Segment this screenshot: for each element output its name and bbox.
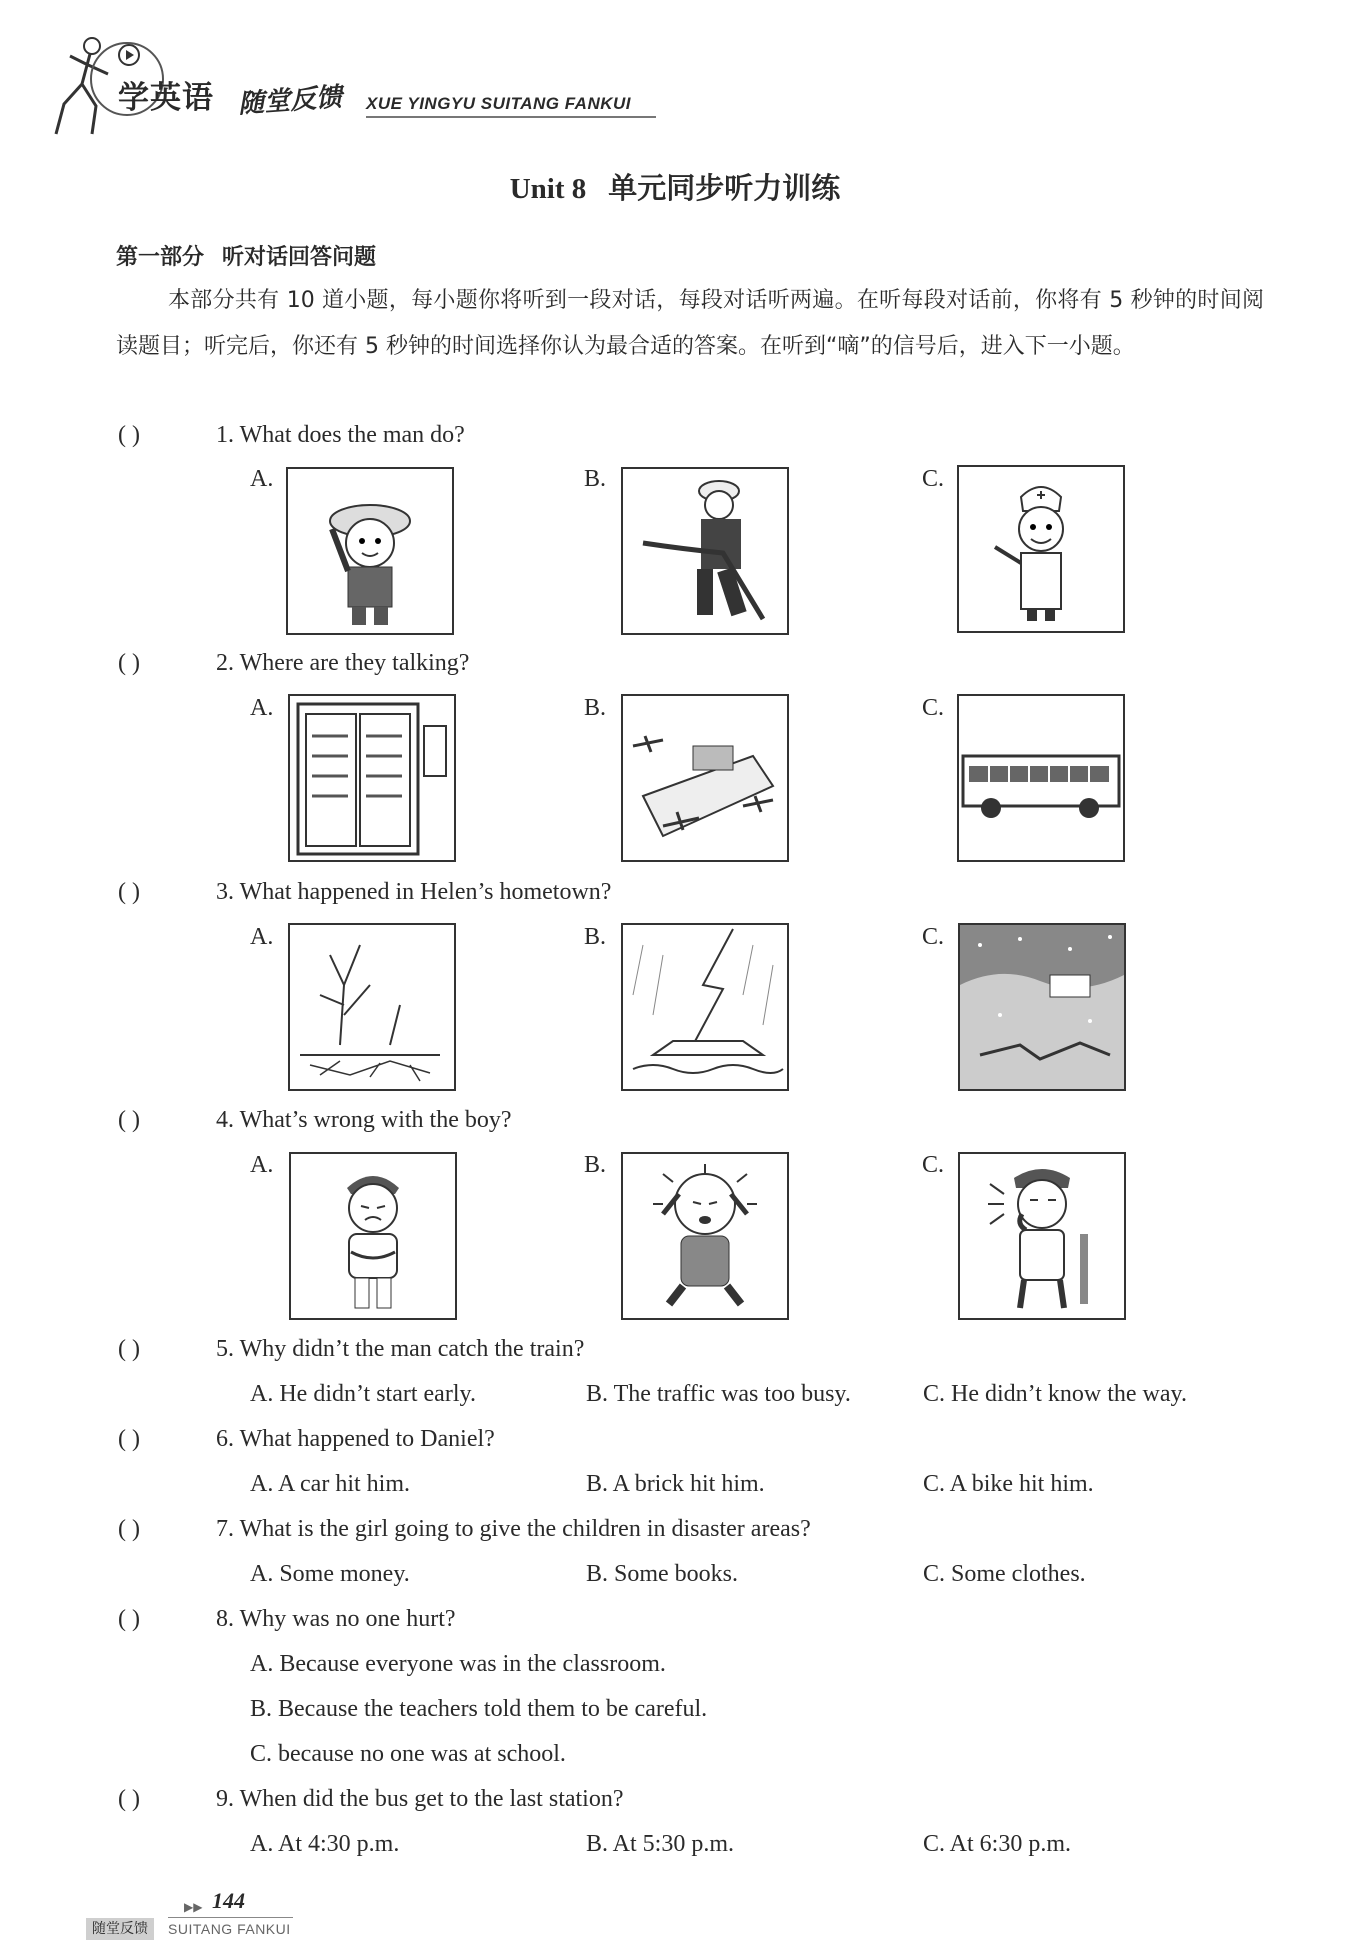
option-b[interactable]: B. Because the teachers told them to be careful. bbox=[250, 1696, 708, 1722]
option-c-label: C. bbox=[922, 466, 945, 492]
question-number: 5. bbox=[216, 1336, 234, 1362]
option-a[interactable]: A. Because everyone was in the classroom. bbox=[250, 1651, 666, 1677]
question-number: 6. bbox=[216, 1426, 234, 1452]
policeman-image[interactable] bbox=[286, 467, 454, 635]
question-number: 4. bbox=[216, 1107, 234, 1133]
flood-image[interactable] bbox=[621, 923, 789, 1091]
option-c[interactable]: C. At 6:30 p.m. bbox=[923, 1831, 1072, 1857]
headache-image[interactable] bbox=[621, 1152, 789, 1320]
section-name: 听对话回答问题 bbox=[222, 245, 377, 270]
toothache-image[interactable] bbox=[958, 1152, 1126, 1320]
answer-paren[interactable]: ( ) bbox=[118, 879, 140, 905]
option-c[interactable]: C. Some clothes. bbox=[923, 1561, 1086, 1587]
title-cn: 单元同步听力训练 bbox=[608, 171, 841, 205]
header-cn-subtitle: 随堂反馈 bbox=[237, 82, 344, 120]
option-a[interactable]: A. At 4:30 p.m. bbox=[250, 1831, 400, 1857]
option-a[interactable]: A. He didn’t start early. bbox=[250, 1381, 476, 1407]
arrow-icon: ▶▶ bbox=[184, 1900, 203, 1914]
page-number: 144 bbox=[212, 1888, 245, 1913]
option-a-label: A. bbox=[250, 466, 274, 492]
option-b-label: B. bbox=[584, 466, 607, 492]
play-icon bbox=[118, 44, 140, 66]
option-b-label: B. bbox=[584, 924, 607, 950]
answer-paren[interactable]: ( ) bbox=[118, 1426, 140, 1452]
question-text: What is the girl going to give the children in disaster areas? bbox=[239, 1516, 811, 1542]
question-text: What happened to Daniel? bbox=[239, 1426, 495, 1452]
answer-paren[interactable]: ( ) bbox=[118, 1107, 140, 1133]
footer-en: SUITANG FANKUI bbox=[168, 1921, 291, 1937]
doctor-image[interactable] bbox=[957, 465, 1125, 633]
question-number: 7. bbox=[216, 1516, 234, 1542]
question-number: 2. bbox=[216, 650, 234, 676]
question-text: What does the man do? bbox=[239, 422, 465, 448]
question-number: 9. bbox=[216, 1786, 234, 1812]
option-b[interactable]: B. The traffic was too busy. bbox=[586, 1381, 851, 1407]
page-title bbox=[0, 166, 1350, 207]
option-c[interactable]: C. because no one was at school. bbox=[250, 1741, 566, 1767]
option-c-label: C. bbox=[922, 924, 945, 950]
answer-paren[interactable]: ( ) bbox=[118, 650, 140, 676]
question-text: Where are they talking? bbox=[239, 650, 470, 676]
option-a[interactable]: A. A car hit him. bbox=[250, 1471, 410, 1497]
answer-paren[interactable]: ( ) bbox=[118, 1336, 140, 1362]
section-intro: 本部分共有 10 道小题，每小题你将听到一段对话，每段对话听两遍。在听每段对话前，你将有 5 秒钟的时间阅读题目；听完后，你还有 5 秒钟的时间选择你认为最合适的答案。在听到“嘀”的信号后，进入下一小题。 bbox=[116, 288, 1264, 359]
firefighter-image[interactable] bbox=[621, 467, 789, 635]
option-b-label: B. bbox=[584, 1152, 607, 1178]
question-text: What happened in Helen’s hometown? bbox=[239, 879, 612, 905]
option-b[interactable]: B. A brick hit him. bbox=[586, 1471, 765, 1497]
option-a-label: A. bbox=[250, 1152, 274, 1178]
bus-image[interactable] bbox=[957, 694, 1125, 862]
answer-paren[interactable]: ( ) bbox=[118, 422, 140, 448]
question-text: Why was no one hurt? bbox=[239, 1606, 456, 1632]
footer-divider bbox=[168, 1917, 293, 1918]
question-text: What’s wrong with the boy? bbox=[239, 1107, 512, 1133]
section-heading bbox=[116, 240, 376, 271]
question-number: 1. bbox=[216, 422, 234, 448]
footer-tag: 随堂反馈 bbox=[86, 1918, 154, 1940]
header-cn-title: 学英语 bbox=[118, 80, 214, 116]
option-a-label: A. bbox=[250, 924, 274, 950]
option-c[interactable]: C. A bike hit him. bbox=[923, 1471, 1094, 1497]
snowstorm-image[interactable] bbox=[958, 923, 1126, 1091]
question-number: 8. bbox=[216, 1606, 234, 1632]
option-b-label: B. bbox=[584, 695, 607, 721]
header-en-title: XUE YINGYU SUITANG FANKUI bbox=[366, 94, 632, 113]
unit-label: Unit 8 bbox=[509, 173, 587, 205]
option-b[interactable]: B. At 5:30 p.m. bbox=[586, 1831, 735, 1857]
answer-paren[interactable]: ( ) bbox=[118, 1606, 140, 1632]
section-label: 第一部分 bbox=[116, 245, 205, 270]
library-image[interactable] bbox=[288, 694, 456, 862]
header-underline bbox=[366, 116, 656, 118]
airport-image[interactable] bbox=[621, 694, 789, 862]
option-c-label: C. bbox=[922, 695, 945, 721]
answer-paren[interactable]: ( ) bbox=[118, 1786, 140, 1812]
question-text: Why didn’t the man catch the train? bbox=[239, 1336, 585, 1362]
question-text: When did the bus get to the last station? bbox=[239, 1786, 624, 1812]
option-c[interactable]: C. He didn’t know the way. bbox=[923, 1381, 1187, 1407]
option-c-label: C. bbox=[922, 1152, 945, 1178]
option-a-label: A. bbox=[250, 695, 274, 721]
option-a[interactable]: A. Some money. bbox=[250, 1561, 410, 1587]
option-b[interactable]: B. Some books. bbox=[586, 1561, 739, 1587]
question-number: 3. bbox=[216, 879, 234, 905]
stomachache-image[interactable] bbox=[289, 1152, 457, 1320]
drought-image[interactable] bbox=[288, 923, 456, 1091]
answer-paren[interactable]: ( ) bbox=[118, 1516, 140, 1542]
